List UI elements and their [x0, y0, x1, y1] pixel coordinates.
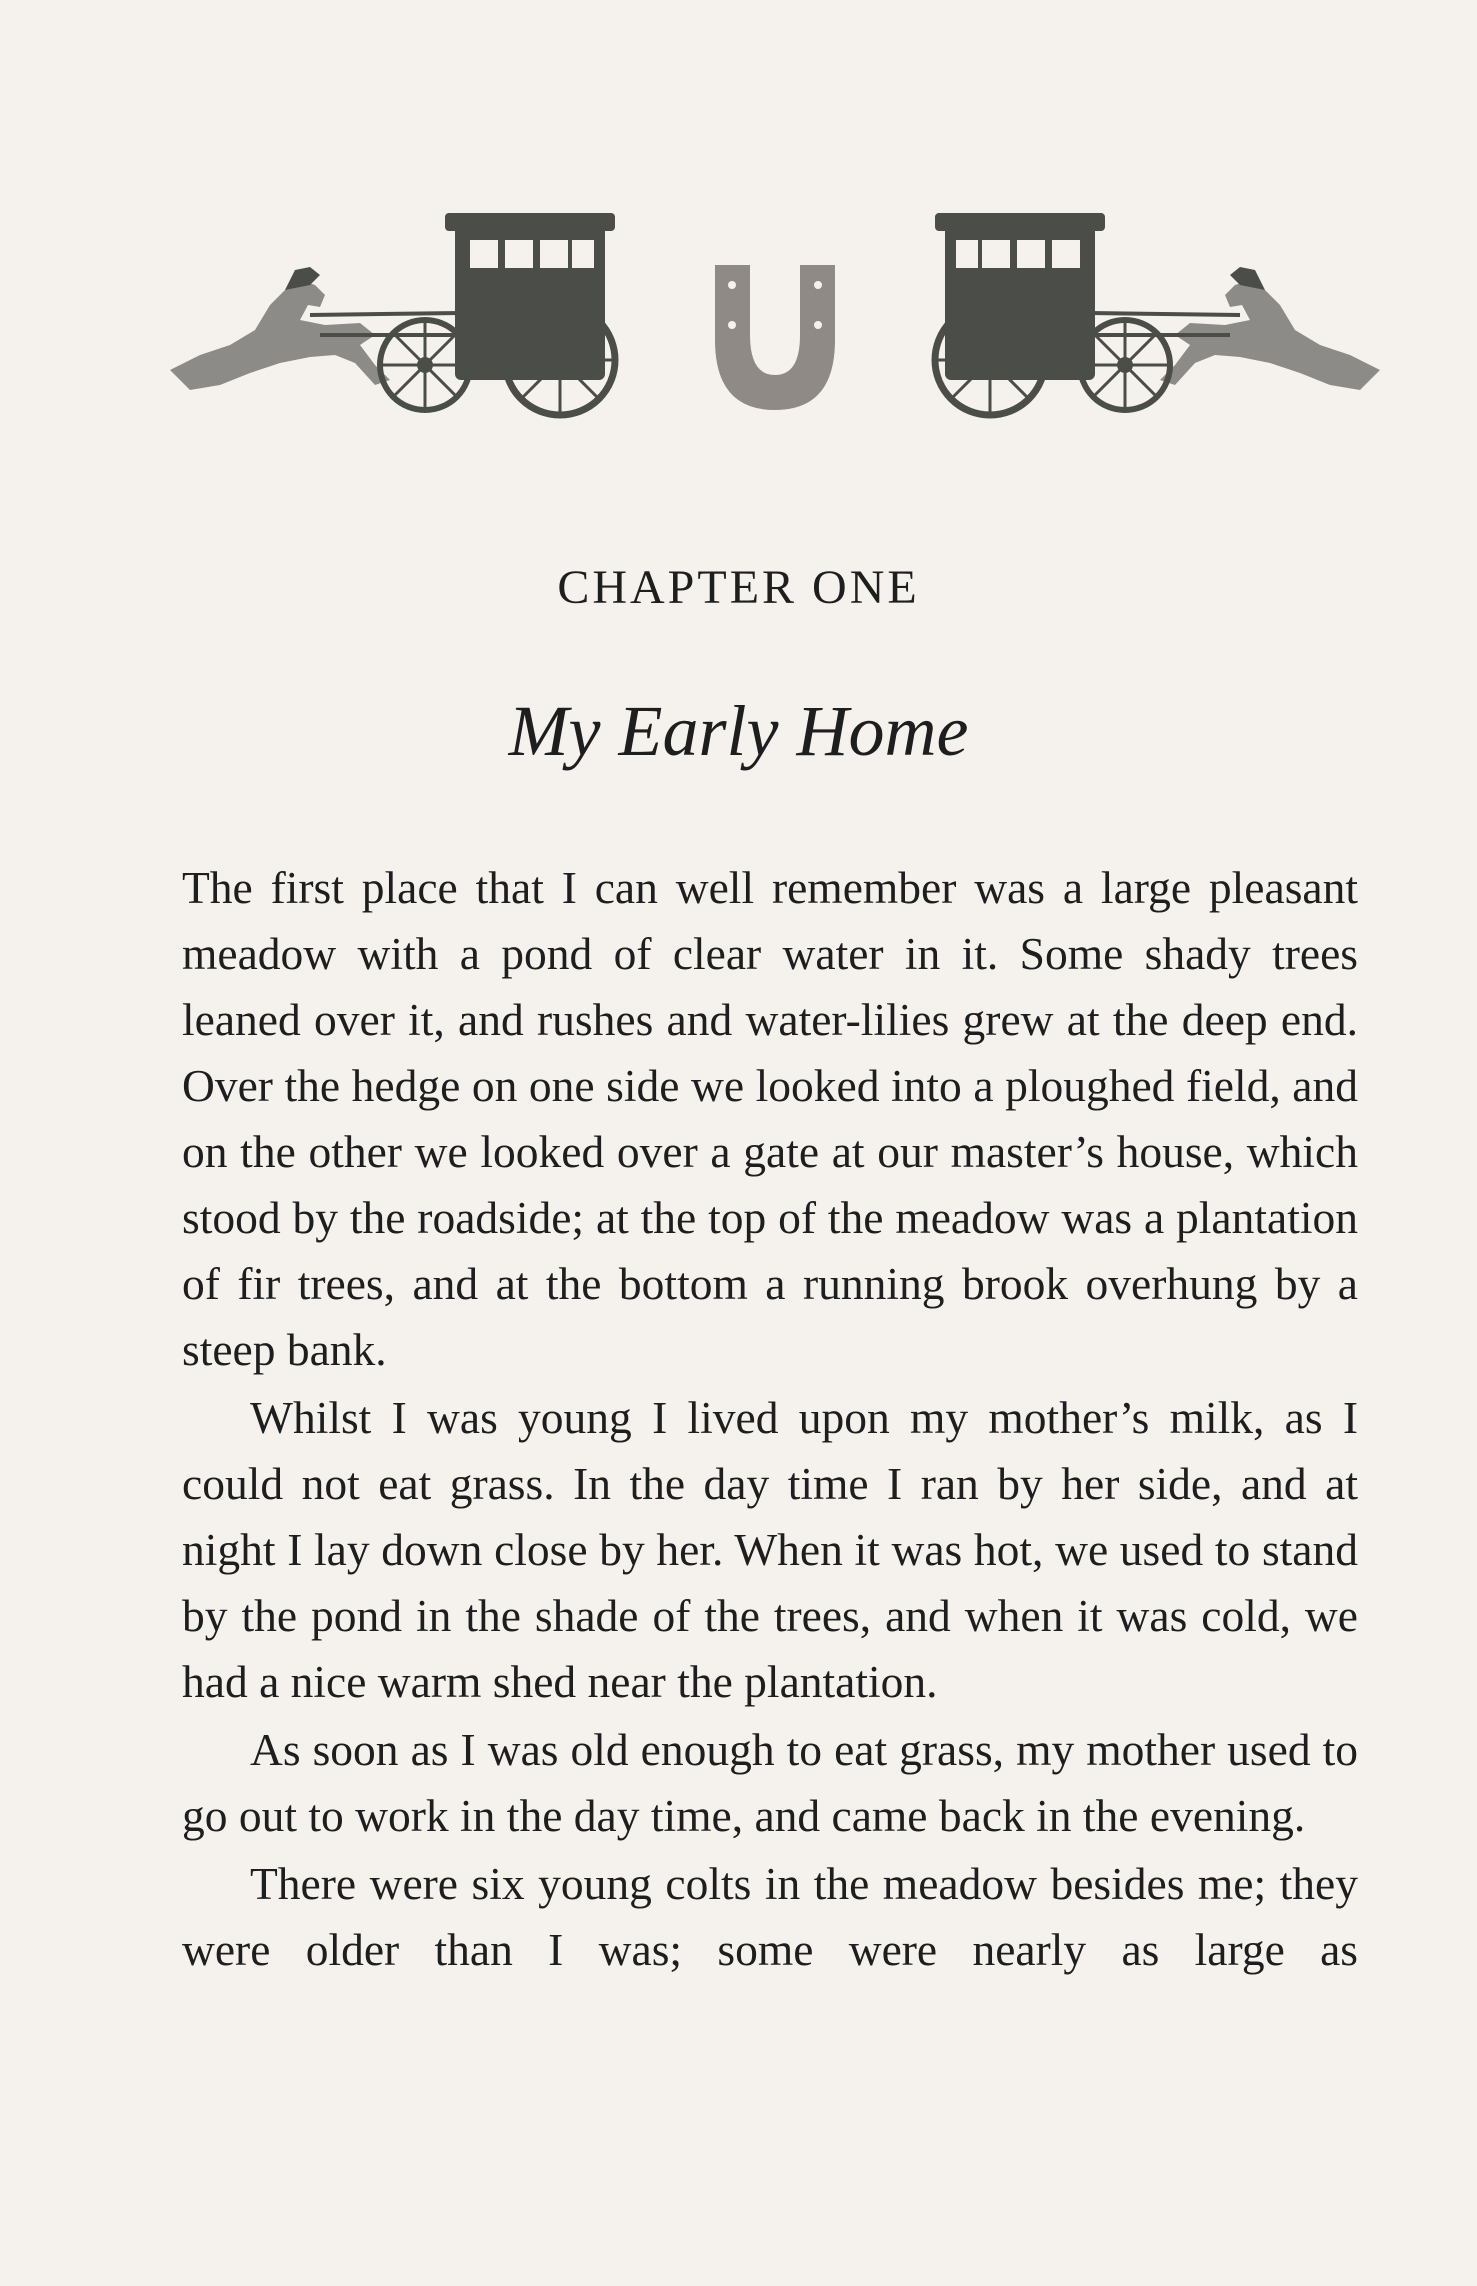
chapter-body — [182, 855, 1358, 1985]
paragraph: There were six young colts in the meadow besides me; they were older than I was; some were nearly as large as — [182, 1858, 1358, 1975]
chapter-number: CHAPTER ONE — [557, 561, 920, 614]
horse-carriage-icon — [935, 213, 1380, 415]
chapter-title: My Early Home — [508, 691, 969, 771]
chapter-ornament — [160, 195, 1390, 425]
paragraph: Whilst I was young I lived upon my mother’s milk, as I could not eat grass. In the day time I ran by her side, and at night I lay down close by her. When it was hot, we used to stand by the pond in the shade of the trees, and when it was cold, we had a nice warm shed near the plantation. — [182, 1392, 1358, 1707]
horse-carriage-icon — [170, 213, 615, 415]
horseshoe-icon — [715, 265, 835, 410]
paragraph: As soon as I was old enough to eat grass, my mother used to go out to work in the day time, and came back in the evening. — [182, 1724, 1358, 1841]
paragraph: The first place that I can well remember was a large pleasant meadow with a pond of clear water in it. Some shady trees leaned over it, and rushes and water-lilies grew at the deep end. Over the hedge on one side we looked into a ploughed field, and on the other we looked over a gate at our master’s house, which stood by the roadside; at the top of the meadow was a plantation of fir trees, and at the bottom a running brook overhung by a steep bank. — [182, 862, 1358, 1375]
